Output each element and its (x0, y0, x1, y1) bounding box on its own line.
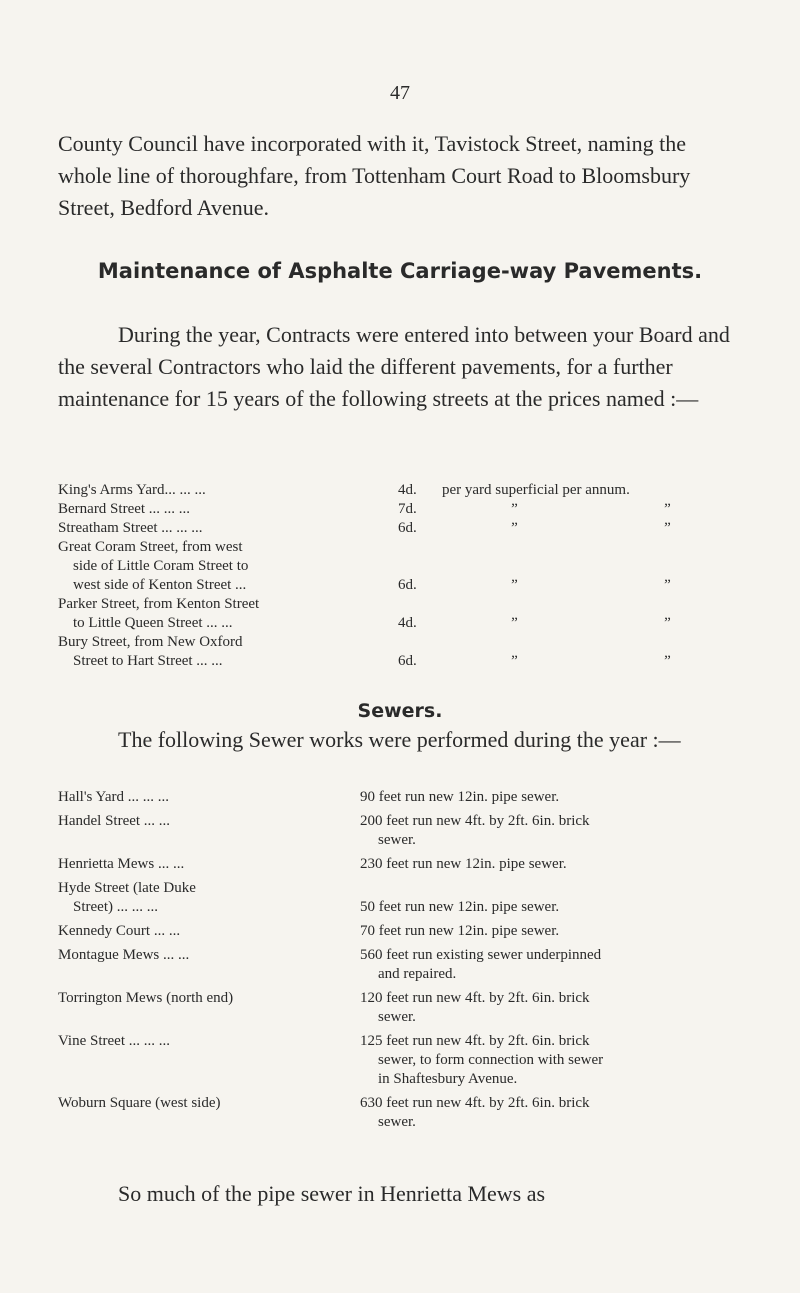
table-row (58, 519, 744, 538)
price: 7d. (398, 501, 417, 517)
ditto-mark: ” (511, 577, 518, 593)
table-row (58, 946, 748, 989)
street-name: Streatham Street ... ... ... (58, 520, 203, 536)
sewer-description: 70 feet run new 12in. pipe sewer. (360, 923, 560, 939)
sewers-heading: Sewers. (357, 700, 443, 722)
price: 6d. (398, 520, 417, 536)
sewer-location: Henrietta Mews ... ... (58, 856, 185, 872)
page-number: 47 (390, 82, 410, 104)
street-name: Parker Street, from Kenton Street to Little Queen Street ... ... (58, 596, 260, 631)
table-row (58, 855, 748, 879)
sewer-description: 125 feet run new 4ft. by 2ft. 6in. brick sewer, to form connection with sewer in Shaftesbury Avenue. (360, 1033, 604, 1087)
sewer-description: 200 feet run new 4ft. by 2ft. 6in. brick sewer. (360, 813, 590, 848)
sewer-description: 630 feet run new 4ft. by 2ft. 6in. brick sewer. (360, 1095, 590, 1130)
sewer-works-table (58, 788, 748, 1137)
sewer-location: Kennedy Court ... ... (58, 923, 181, 939)
street-name: King's Arms Yard... ... ... (58, 482, 206, 498)
ditto-mark: ” (664, 520, 671, 536)
sewer-location: Hyde Street (late Duke Street) ... ... ... (58, 880, 196, 915)
table-row (58, 481, 744, 500)
table-row (58, 595, 744, 633)
ditto-mark: ” (664, 615, 671, 631)
sewer-location: Torrington Mews (north end) (58, 990, 234, 1006)
sewer-description: 560 feet run existing sewer underpinned and repaired. (360, 947, 602, 982)
table-row (58, 1094, 748, 1137)
sewer-location: Woburn Square (west side) (58, 1095, 221, 1111)
table-row (58, 812, 748, 855)
price: 4d. (398, 615, 417, 631)
sewer-location: Hall's Yard ... ... ... (58, 789, 170, 805)
sewer-description: 50 feet run new 12in. pipe sewer. (360, 899, 560, 915)
table-row (58, 989, 748, 1032)
asphalt-paragraph: During the year, Contracts were entered into between your Board and the several Contractors who laid the different pavements, for a further maintenance for 15 years of the following streets at the prices named :— (58, 322, 730, 411)
ditto-mark: ” (664, 577, 671, 593)
asphalt-heading: Maintenance of Asphalte Carriage-way Pavements. (97, 259, 703, 283)
table-row (58, 922, 748, 946)
closing-paragraph: So much of the pipe sewer in Henrietta Mews as (118, 1181, 546, 1206)
table-row (58, 879, 748, 922)
ditto-mark: ” (511, 501, 518, 517)
sewer-description: 90 feet run new 12in. pipe sewer. (360, 789, 560, 805)
price: 6d. (398, 577, 417, 593)
asphalt-price-table (58, 481, 744, 671)
sewer-location: Handel Street ... ... (58, 813, 171, 829)
price: 4d. (398, 482, 417, 498)
street-name: Great Coram Street, from west side of Little Coram Street to west side of Kenton Street ... (58, 539, 249, 593)
table-row (58, 1032, 748, 1094)
table-row (58, 633, 744, 671)
price: 6d. (398, 653, 417, 669)
unit-label: per yard superficial per annum. (442, 482, 630, 498)
sewer-description: 120 feet run new 4ft. by 2ft. 6in. brick sewer. (360, 990, 590, 1025)
intro-paragraph: County Council have incorporated with it, Tavistock Street, naming the whole line of thoroughfare, from Tottenham Court Road to Bloomsbury Street, Bedford Avenue. (58, 131, 691, 220)
table-row (58, 538, 744, 595)
street-name: Bernard Street ... ... ... (58, 501, 191, 517)
ditto-mark: ” (511, 615, 518, 631)
sewer-description: 230 feet run new 12in. pipe sewer. (360, 856, 567, 872)
ditto-mark: ” (511, 653, 518, 669)
ditto-mark: ” (511, 520, 518, 536)
street-name: Bury Street, from New Oxford Street to Hart Street ... ... (58, 634, 243, 669)
sewer-location: Montague Mews ... ... (58, 947, 190, 963)
table-row (58, 788, 748, 812)
table-row (58, 500, 744, 519)
ditto-mark: ” (664, 501, 671, 517)
ditto-mark: ” (664, 653, 671, 669)
sewers-paragraph: The following Sewer works were performed during the year :— (118, 727, 681, 752)
sewer-location: Vine Street ... ... ... (58, 1033, 170, 1049)
